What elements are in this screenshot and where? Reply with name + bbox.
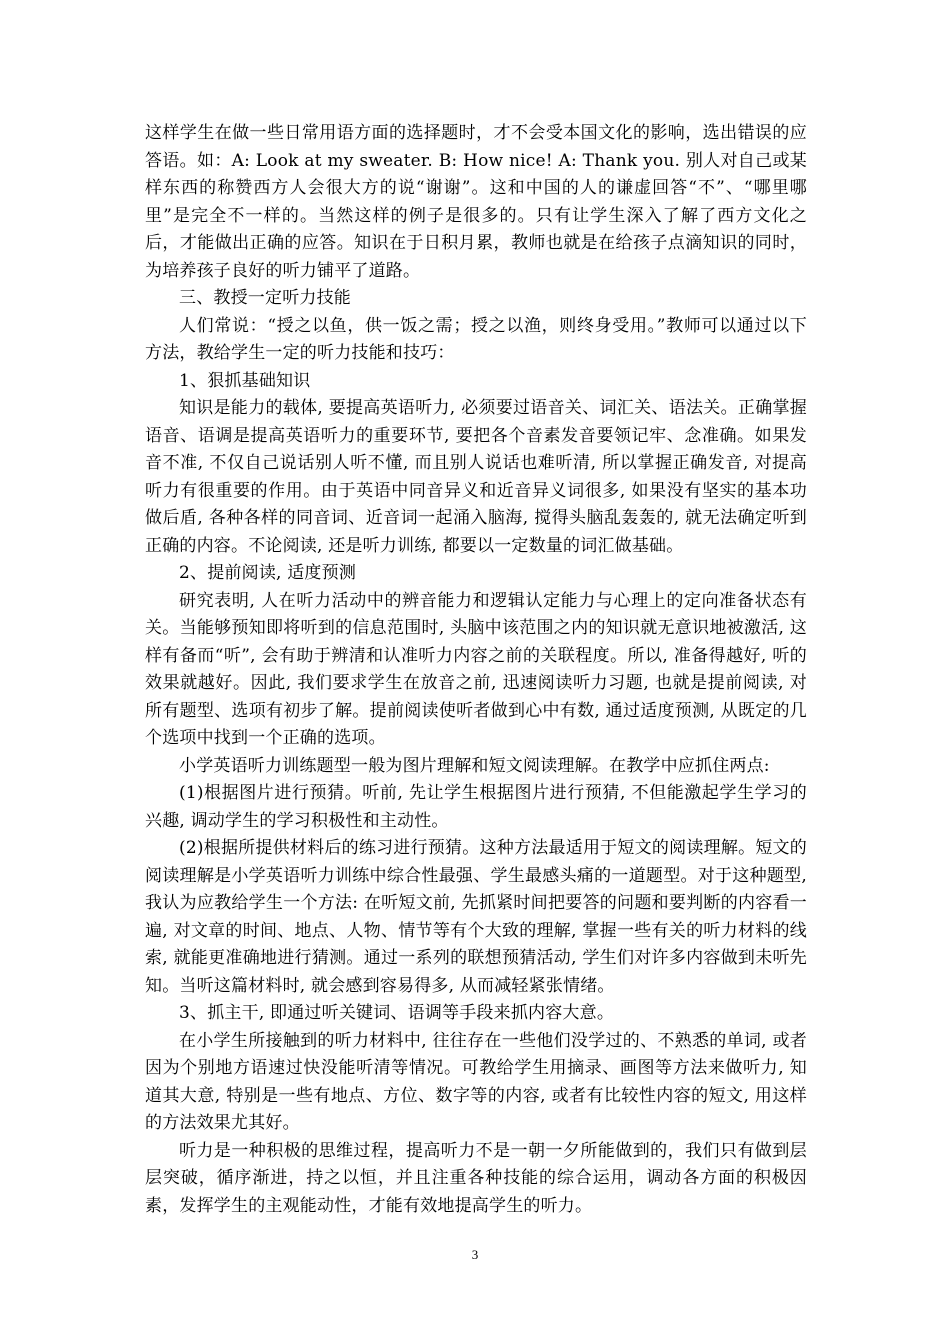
page-number: 3 (471, 1247, 479, 1262)
subheading-pre-reading: 2、提前阅读, 适度预测 (179, 563, 357, 583)
paragraph-exercise-prediction: (2)根据所提供材料后的练习进行预猜。这种方法最适用于短文的阅读理解。短文的阅读理解是小学英语听力训练中综合性最强、学生最感头痛的一道题型。对于这种题型, 我认为应教给学生一个方法: 在听短文前, 先抓紧时间把要答的问题和要判断的内容看一遍, 对文章的时间、地点、人物、情节等有个大致的理解, 掌握一些有关的听力材料的线索, 就能更准确地进行猜测。通过一系列的联想预猜活动, 学生们对许多内容做到未听先知。当听这篇材料时, 就会感到容易得多, 从而减轻紧张情绪。 (145, 838, 807, 996)
paragraph-picture-prediction: (1)根据图片进行预猜。听前, 先让学生根据图片进行预猜, 不但能激起学生学习的兴趣, 调动学生的学习积极性和主动性。 (145, 783, 807, 831)
paragraph-culture-example: 这样学生在做一些日常用语方面的选择题时，才不会受本国文化的影响，选出错误的应答语。如：A: Look at my sweater. B: How nice! A: Thank you. 别人对自己或某样东西的称赞西方人会很大方的说“谢谢”。这和中国的人的谦虚回答“不”、“哪里哪里”是完全不一样的。当然这样的例子是很多的。只有让学生深入了解了西方文化之后，才能做出正确的应答。知识在于日积月累，教师也就是在给孩子点滴知识的同时，为培养孩子良好的听力铺平了道路。 (145, 123, 807, 281)
paragraph-main-idea: 在小学生所接触到的听力材料中, 往往存在一些他们没学过的、不熟悉的单词, 或者因为个别地方语速过快没能听清等情况。可教给学生用摘录、画图等方法来做听力, 知道其大意, 特别是一些有地点、方位、数字等的内容, 或者有比较性内容的短文, 用这样的方法效果尤其好。 (145, 1030, 807, 1133)
paragraph-basic-knowledge: 知识是能力的载体, 要提高英语听力, 必须要过语音关、词汇关、语法关。正确掌握语音、语调是提高英语听力的重要环节, 要把各个音素发音要领记牢、念准确。如果发音不准, 不仅自己说话别人听不懂, 而且别人说话也难听清, 所以掌握正确发音, 对提高听力有很重要的作用。由于英语中同音异义和近音异义词很多, 如果没有坚实的基本功做后盾, 各种各样的同音词、近音词一起涌入脑海, 搅得头脑乱轰轰的, 就无法确定听到正确的内容。不论阅读, 还是听力训练, 都要以一定数量的词汇做基础。 (145, 398, 807, 556)
paragraph-conclusion: 听力是一种积极的思维过程，提高听力不是一朝一夕所能做到的，我们只有做到层层突破，循序渐进，持之以恒，并且注重各种技能的综合运用，调动各方面的积极因素，发挥学生的主观能动性，才能有效地提高学生的听力。 (145, 1140, 807, 1216)
subheading-main-idea: 3、抓主干, 即通过听关键词、语调等手段来抓内容大意。 (179, 1003, 615, 1023)
section-heading-listening-skills: 三、教授一定听力技能 (179, 288, 351, 308)
subheading-basic-knowledge: 1、狠抓基础知识 (179, 370, 311, 391)
document-body (145, 120, 807, 1220)
paragraph-pre-reading: 研究表明, 人在听力活动中的辨音能力和逻辑认定能力与心理上的定向准备状态有关。当能够预知即将听到的信息范围时, 头脑中该范围之内的知识就无意识地被激活, 这样有备而“听”, 会有助于辨清和认准听力内容之前的关联程度。所以, 准备得越好, 听的效果就越好。因此, 我们要求学生在放音之前, 迅速阅读听力习题, 也就是提前阅读, 对所有题型、选项有初步了解。提前阅读使听者做到心中有数, 通过适度预测, 从既定的几个选项中找到一个正确的选项。 (145, 590, 807, 748)
paragraph-question-types: 小学英语听力训练题型一般为图片理解和短文阅读理解。在教学中应抓住两点: (179, 755, 770, 776)
paragraph-proverb: 人们常说：“授之以鱼，供一饭之需；授之以渔，则终身受用。”教师可以通过以下方法，教给学生一定的听力技能和技巧： (145, 315, 807, 363)
